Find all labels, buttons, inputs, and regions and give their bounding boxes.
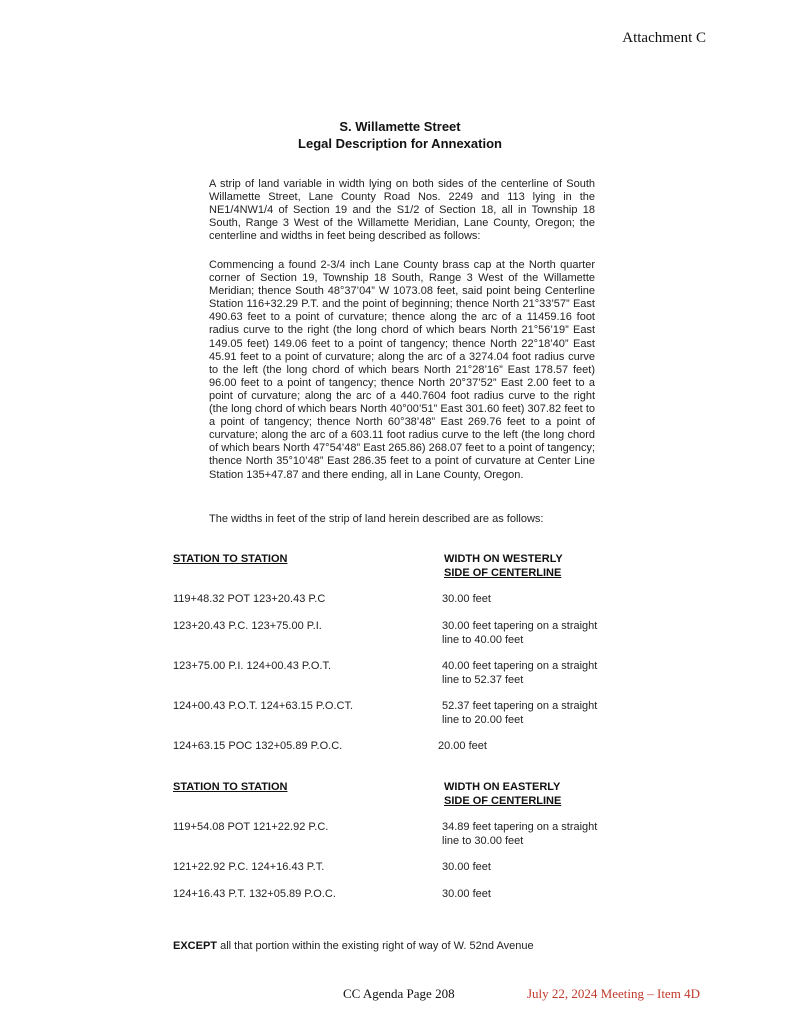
- westerly-header-width-line1: WIDTH ON WESTERLY: [444, 553, 563, 565]
- footer-meeting-info: July 22, 2024 Meeting – Item 4D: [527, 986, 700, 1001]
- easterly-row-3-station: 124+16.43 P.T. 132+05.89 P.O.C.: [173, 888, 336, 900]
- easterly-row-2-width: 30.00 feet: [442, 861, 491, 873]
- widths-intro-paragraph: The widths in feet of the strip of land herein described are as follows:: [209, 513, 544, 525]
- westerly-header-width: [444, 552, 563, 580]
- easterly-header-width-line2: SIDE OF CENTERLINE: [444, 795, 562, 807]
- footer-page-number: CC Agenda Page 208: [343, 986, 455, 1001]
- westerly-row-3-width: 40.00 feet tapering on a straight line to 52.37 feet: [442, 660, 598, 686]
- westerly-row-5-station: 124+63.15 POC 132+05.89 P.O.C.: [173, 740, 343, 752]
- easterly-row-3-width: 30.00 feet: [442, 888, 491, 900]
- westerly-row-1-width: 30.00 feet: [442, 593, 491, 605]
- westerly-row-1-station: 119+48.32 POT 123+20.43 P.C: [173, 593, 326, 605]
- title-line-1: S. Willamette Street: [339, 119, 461, 134]
- westerly-row-2-station: 123+20.43 P.C. 123+75.00 P.I.: [173, 620, 322, 632]
- except-text: all that portion within the existing right of way of W. 52nd Avenue: [217, 940, 534, 952]
- except-clause: [173, 940, 534, 952]
- easterly-header-width-line1: WIDTH ON EASTERLY: [444, 781, 561, 793]
- except-keyword: EXCEPT: [173, 940, 218, 952]
- westerly-row-5-width: 20.00 feet: [438, 740, 487, 752]
- description-paragraph: Commencing a found 2-3/4 inch Lane County brass cap at the North quarter corner of Section 19, Township 18 South, Range 3 West of the Willamette Meridian; thence South 48°37’04” W 1073.08 feet, said point being Centerline Station 116+32.29 P.T. and the point of beginning; thence North 21°33’57” East 490.63 feet to a point of curvature; thence along the arc of a 11459.16 foot radius curve to the right (the long chord of which bears North 21°56’19” East 149.05 feet) 149.06 feet to a point of tangency; thence North 22°18’40” East 45.91 feet to a point of curvature; along the arc of a 3274.04 foot radius curve to the left (the long chord of which bears North 21°28’16” East 178.57 feet) 96.00 feet to a point of tangency; thence North 20°37’52” East 2.00 feet to a point of curvature; along the arc of a 440.7604 foot radius curve to the right (the long chord of which bears North 40°00’51” East 301.60 feet) 307.82 feet to a point of tangency; thence North 60°38’48” East 269.76 feet to a point of curvature; along the arc of a 603.11 foot radius curve to the left (the long chord of which bears North 47°54’48” East 265.86) 268.07 feet to a point of tangency; thence North 35°10’48” East 286.35 feet to a point of curvature at Center Line Station 135+47.87 and there ending, all in Lane County, Oregon.: [209, 259, 595, 481]
- westerly-header-station: STATION TO STATION: [173, 553, 288, 565]
- easterly-row-2-station: 121+22.92 P.C. 124+16.43 P.T.: [173, 861, 325, 873]
- westerly-row-4-width: 52.37 feet tapering on a straight line to 20.00 feet: [442, 700, 598, 726]
- intro-paragraph: A strip of land variable in width lying on both sides of the centerline of South Willamette Street, Lane County Road Nos. 2249 and 113 lying in the NE1/4NW1/4 of Section 19 and the S1/2 of Section 18, all in Township 18 South, Range 3 West of the Willamette Meridian, Lane County, Oregon; the centerline and widths in feet being described as follows:: [209, 178, 595, 243]
- attachment-label: Attachment C: [622, 30, 706, 46]
- westerly-row-3-station: 123+75.00 P.I. 124+00.43 P.O.T.: [173, 660, 332, 672]
- easterly-header-width: [444, 780, 561, 808]
- easterly-row-1-width: 34.89 feet tapering on a straight line to 30.00 feet: [442, 821, 598, 847]
- page-title: [0, 119, 800, 152]
- westerly-row-4-station: 124+00.43 P.O.T. 124+63.15 P.O.CT.: [173, 700, 354, 712]
- easterly-header-station: STATION TO STATION: [173, 781, 288, 793]
- easterly-row-1-station: 119+54.08 POT 121+22.92 P.C.: [173, 821, 329, 833]
- westerly-header-width-line2: SIDE OF CENTERLINE: [444, 567, 562, 579]
- westerly-row-2-width: 30.00 feet tapering on a straight line to 40.00 feet: [442, 620, 598, 646]
- title-line-2: Legal Description for Annexation: [298, 135, 502, 151]
